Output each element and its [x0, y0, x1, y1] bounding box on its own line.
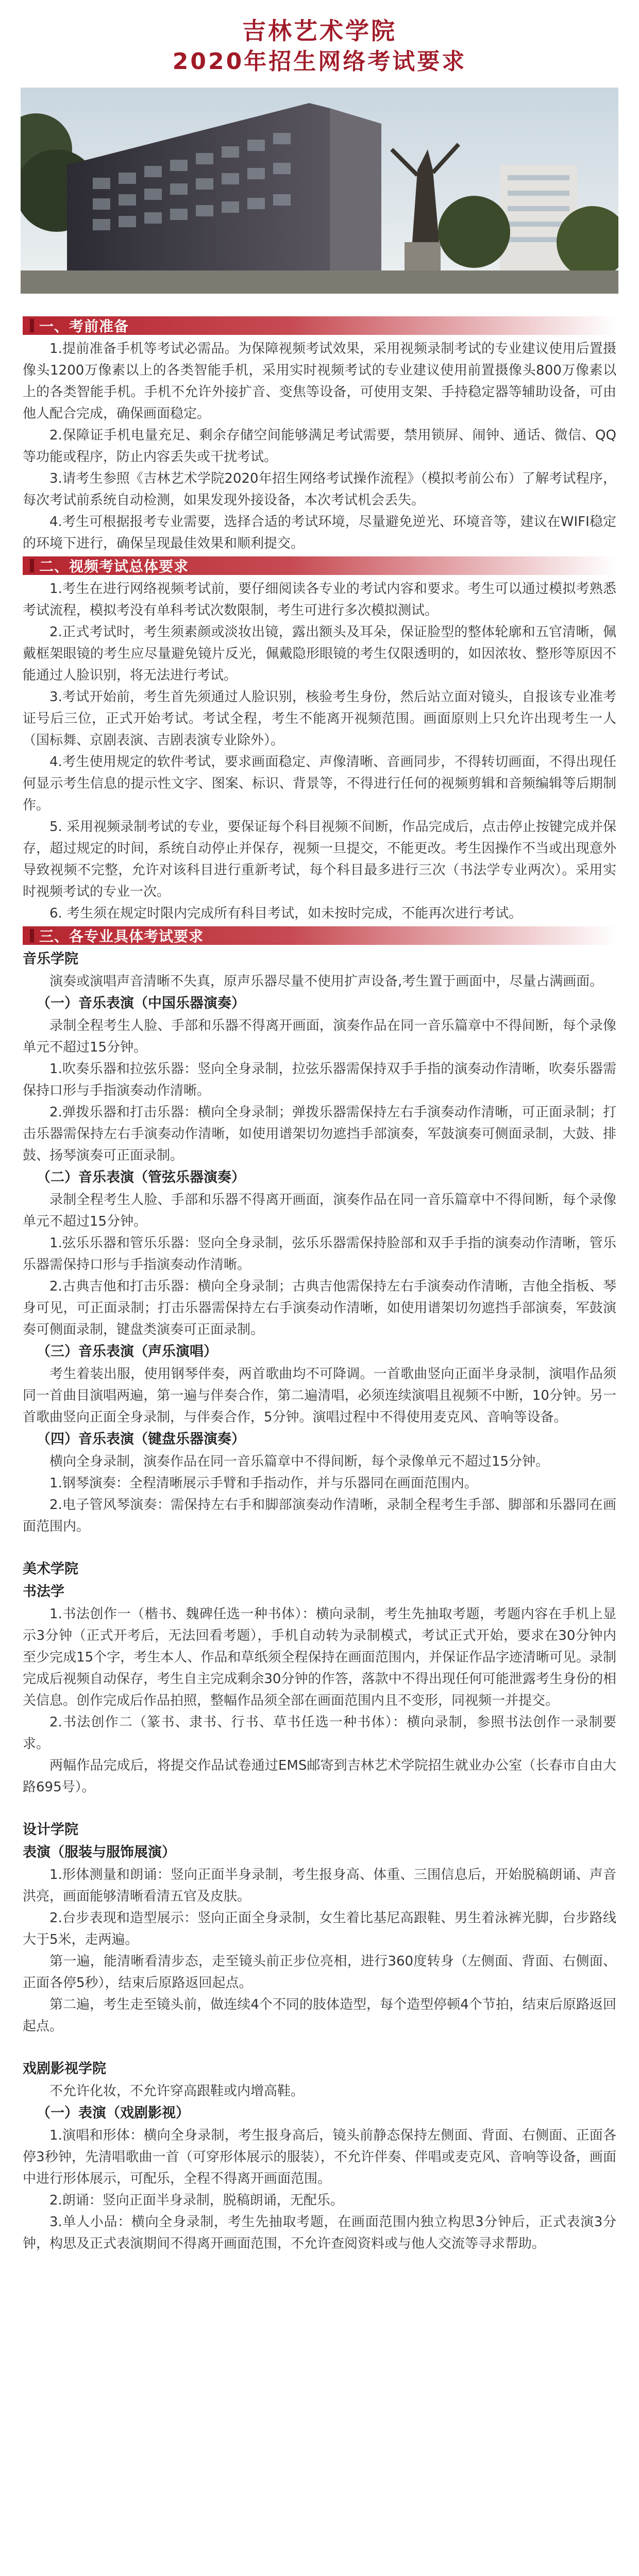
school-design-heading: 设计学院: [23, 1822, 78, 1838]
calligraphy-major-heading: 书法学: [23, 1584, 64, 1600]
school-fine-arts-heading: 美术学院: [23, 1561, 78, 1577]
paragraph: 1.形体测量和朗诵：竖向正面半身录制，考生报身高、体重、三围信息后，开始脱稿朗诵、声音洪亮，画面能够清晰看清五官及皮肤。: [23, 1867, 616, 1904]
section-overall-header: [23, 556, 616, 575]
paragraph: 1.演唱和形体：横向全身录制，考生报身高后，镜头前静态保持左侧面、背面、右侧面、正面各停3秒钟，先清唱歌曲一首（可穿形体展示的服装），不允许伴奏、伴唱或麦克风、音响等设备，画面中进行形体展示，可配乐，全程不得离开画面范围。: [23, 2128, 616, 2187]
paragraph: 6. 考生须在规定时限内完成所有科目考试，如未按时完成，不能再次进行考试。: [49, 906, 523, 921]
fashion-show-major-heading: 表演（服装与服饰展演）: [23, 1844, 176, 1860]
paragraph: 1.钢琴演奏：全程清晰展示手臂和手指动作，并与乐器同在画面范围内。: [49, 1476, 478, 1491]
school-title: 吉林艺术学院: [242, 17, 397, 45]
school-drama-heading: 戏剧影视学院: [23, 2061, 106, 2077]
paragraph: 2.电子管风琴演奏：需保持左右手和脚部演奏动作清晰，录制全程考生手部、脚部和乐器同在画面范围内。: [23, 1497, 616, 1534]
header: [0, 0, 639, 88]
paragraph: 第一遍，能清晰看清步态，走至镜头前正步位亮相，进行360度转身（左侧面、背面、右侧面、正面各停5秒），结束后原路返回起点。: [23, 1954, 616, 1991]
section-overall-title: 二、视频考试总体要求: [39, 558, 189, 575]
school-music-heading: 音乐学院: [23, 951, 78, 967]
paragraph: 3.请考生参照《吉林艺术学院2020年招生网络考试操作流程》（模拟考前公布）了解考试程序，每次考试前系统自动检测，如果发现外接设备，本次考试机会丢失。: [23, 471, 616, 508]
paragraph: 两幅作品完成后，将提交作品试卷通过EMS邮寄到吉林艺术学院招生就业办公室（长春市自由大路695号）。: [23, 1758, 616, 1795]
section-marker-icon: [30, 929, 34, 942]
campus-building-illustration: [21, 88, 618, 294]
paragraph: 1.提前准备手机等考试必需品。为保障视频考试效果，采用视频录制考试的专业建议使用后置摄像头1200万像素以上的各类智能手机，采用实时视频考试的专业建议使用前置摄像头800万像素以上的各类智能手机。手机不允许外接扩音、变焦等设备，可使用支架、手持稳定器等辅助设备，可由他人配合完成，确保画面稳定。: [23, 341, 616, 421]
paragraph: 4.考生使用规定的软件考试，要求画面稳定、声像清晰、音画同步，不得转切画面，不得出现任何显示考生信息的提示性文字、图案、标识、背景等，不得进行任何的视频剪辑和音频编辑等后期制作。: [23, 754, 616, 813]
section-prep-header: [23, 316, 616, 335]
music-group3-heading: （三）音乐表演（声乐演唱）: [37, 1344, 217, 1360]
paragraph: 1.吹奏乐器和拉弦乐器：竖向全身录制，拉弦乐器需保持双手手指的演奏动作清晰，吹奏乐器需保持口形与手指演奏动作清晰。: [23, 1061, 616, 1098]
paragraph: 2.朗诵：竖向正面半身录制，脱稿朗诵，无配乐。: [49, 2193, 344, 2208]
paragraph: 横向全身录制，演奏作品在同一音乐篇章中不得间断，每个录像单元不超过15分钟。: [49, 1454, 549, 1469]
section-prep-title: 一、考前准备: [39, 318, 129, 335]
paragraph: 录制全程考生人脸、手部和乐器不得离开画面，演奏作品在同一音乐篇章中不得间断，每个录像单元不超过15分钟。: [23, 1018, 616, 1055]
paragraph: 4.考生可根据报考专业需要，选择合适的考试环境，尽量避免逆光、环境音等，建议在WIFI稳定的环境下进行，确保呈现最佳效果和顺利提交。: [23, 514, 616, 551]
spacer: [23, 1798, 616, 1819]
paragraph: 1.弦乐乐器和管乐乐器：竖向全身录制，弦乐乐器需保持脸部和双手手指的演奏动作清晰，管乐乐器需保持口形与手指演奏动作清晰。: [23, 1235, 616, 1273]
paragraph: 2.保障证手机电量充足、剩余存储空间能够满足考试需要，禁用锁屏、闹钟、通话、微信、QQ等功能或程序，防止内容丢失或干扰考试。: [23, 428, 616, 465]
spacer: [23, 1537, 616, 1558]
section-marker-icon: [30, 559, 34, 572]
paragraph: 5. 采用视频录制考试的专业，要保证每个科目视频不间断，作品完成后，点击停止按键完成并保存，超过规定的时间，系统自动停止并保存，视频一旦提交，不能更改。考生因操作不当或出现意外导致视频不完整，允许对该科目进行重新考试，每个科目最多进行三次（书法学专业两次）。采用实时视频考试的专业一次。: [23, 819, 616, 900]
paragraph: 2.古典吉他和打击乐器：横向全身录制；古典吉他需保持左右手演奏动作清晰，吉他全指板、琴身可见，可正面录制；打击乐器需保持左右手演奏动作清晰，如使用谱架切勿遮挡手部演奏，军鼓演奏可侧面录制，键盘类演奏可正面录制。: [23, 1279, 616, 1337]
paragraph: 演奏或演唱声音清晰不失真，原声乐器尽量不使用扩声设备,考生置于画面中，尽量占满画面。: [49, 974, 603, 989]
music-group4-heading: （四）音乐表演（键盘乐器演奏）: [37, 1431, 245, 1447]
paragraph: 录制全程考生人脸、手部和乐器不得离开画面，演奏作品在同一音乐篇章中不得间断，每个录像单元不超过15分钟。: [23, 1192, 616, 1229]
paragraph: 第二遍，考生走至镜头前，做连续4个不同的肢体造型，每个造型停顿4个节拍，结束后原路返回起点。: [23, 1997, 616, 2034]
spacer: [23, 2037, 616, 2058]
paragraph: 2.书法创作二（篆书、隶书、行书、草书任选一种书体）：横向录制，参照书法创作一录制要求。: [23, 1715, 616, 1752]
section-marker-icon: [30, 319, 34, 332]
paragraph: 考生着装出服，使用钢琴伴奏，两首歌曲均不可降调。一首歌曲竖向正面半身录制，演唱作品须同一首曲目演唱两遍，第一遍与伴奏合作，第二遍清唱，必须连续演唱且视频不中断，10分钟。另一首歌曲竖向正面全身录制，与伴奏合作，5分钟。演唱过程中不得使用麦克风、音响等设备。: [23, 1366, 616, 1425]
paragraph: 3.单人小品：横向全身录制，考生先抽取考题，在画面范围内独立构思3分钟后，正式表演3分钟，构思及正式表演期间不得离开画面范围，不允许查阅资料或与他人交流等寻求帮助。: [23, 2214, 616, 2251]
campus-photo: [21, 88, 618, 294]
paragraph: 2.台步表现和造型展示：竖向正面全身录制，女生着比基尼高跟鞋、男生着泳裤光脚，台步路线大于5米，走两遍。: [23, 1910, 616, 1947]
paragraph: 1.书法创作一（楷书、魏碑任选一种书体）：横向录制，考生先抽取考题，考题内容在手机上显示3分钟（正式开考后，无法回看考题），手机自动转为录制模式，考试正式开始，要求在30分钟内至少完成15个字，考生本人、作品和草纸须全程保持在画面范围内，并保证作品字迹清晰可见。录制完成后视频自动保存，考生自主完成剩余30分钟的作答，落款中不得出现任何可能泄露考生身份的相关信息。创作完成后作品拍照，整幅作品须全部在画面范围内且不变形，同视频一并提交。: [23, 1606, 616, 1708]
paragraph: 2.弹拨乐器和打击乐器：横向全身录制；弹拨乐器需保持左右手演奏动作清晰，可正面录制；打击乐器需保持左右手演奏动作清晰，如使用谱架切勿遮挡手部演奏，军鼓演奏可侧面录制，大鼓、排鼓、扬琴演奏可正面录制。: [23, 1105, 616, 1163]
paragraph: 不允许化妆，不允许穿高跟鞋或内增高鞋。: [49, 2083, 305, 2099]
drama-group1-heading: （一）表演（戏剧影视）: [37, 2105, 190, 2121]
music-group1-heading: （一）音乐表演（中国乐器演奏）: [37, 995, 245, 1011]
section-requirements-title: 三、各专业具体考试要求: [39, 928, 204, 945]
content: [0, 294, 639, 2255]
paragraph: 3.考试开始前，考生首先须通过人脸识别，核验考生身份，然后站立面对镜头，自报该专业准考证号后三位，正式开始考试。考试全程，考生不能离开视频范围。画面原则上只允许出现考生一人（国标舞、京剧表演、吉剧表演专业除外）。: [23, 689, 616, 748]
section-requirements-header: [23, 926, 616, 945]
notice-title: 2020年招生网络考试要求: [172, 48, 467, 75]
music-group2-heading: （二）音乐表演（管弦乐器演奏）: [37, 1170, 245, 1185]
paragraph: 1.考生在进行网络视频考试前，要仔细阅读各专业的考试内容和要求。考生可以通过模拟考熟悉考试流程，模拟考没有单科考试次数限制，考生可进行多次模拟测试。: [23, 581, 616, 618]
paragraph: 2.正式考试时，考生须素颜或淡妆出镜，露出额头及耳朵，保证脸型的整体轮廓和五官清晰，佩戴框架眼镜的考生应尽量避免镜片反光，佩戴隐形眼镜的考生仅限透明的，如因浓妆、整形等原因不能通过人脸识别，将无法进行考试。: [23, 624, 616, 683]
